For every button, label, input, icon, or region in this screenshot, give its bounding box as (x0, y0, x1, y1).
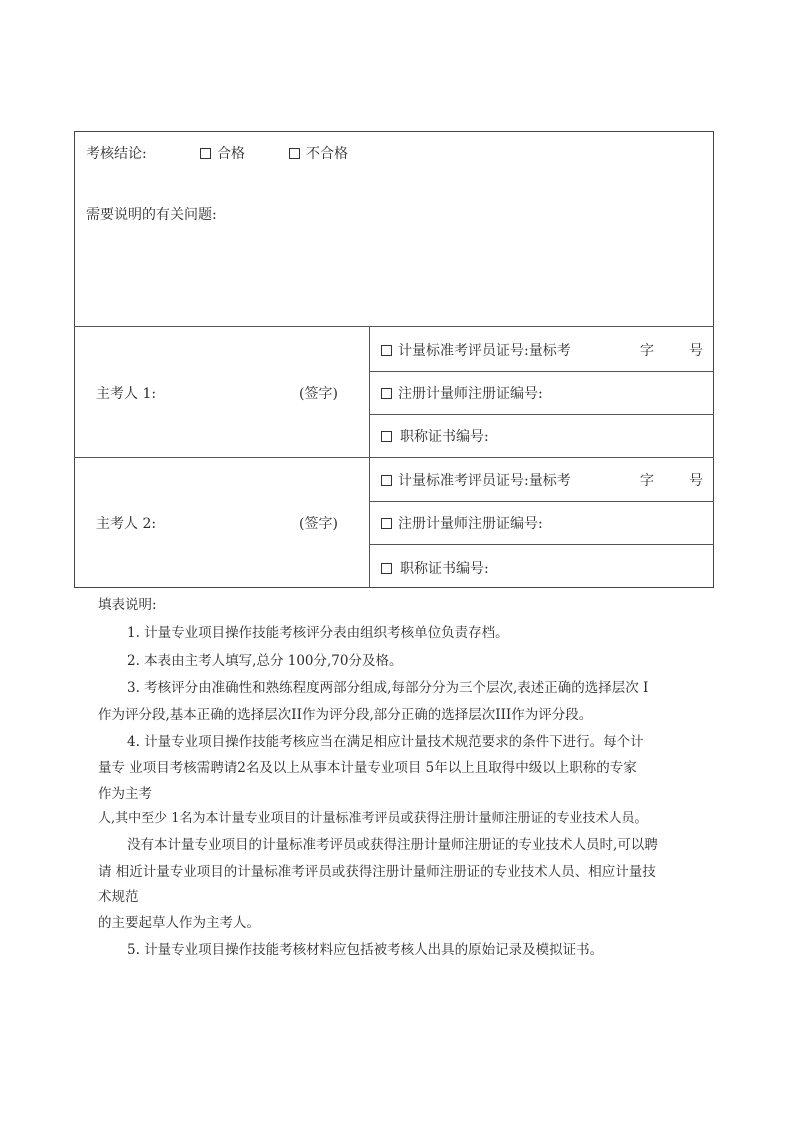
checkbox-icon (381, 518, 392, 529)
note-line: 5. 计量专业项目操作技能考核材料应包括被考核人出具的原始记录及模拟证书。 (127, 942, 604, 958)
field-value: 量标考 (528, 473, 571, 489)
field-label: 计量标准考评员证号: (398, 473, 529, 489)
note-line: 术规范 (98, 889, 139, 905)
table-divider (369, 501, 714, 502)
table-divider (369, 544, 714, 545)
checkbox-icon (381, 431, 392, 442)
examiner-1-title-cert[interactable] (381, 429, 489, 445)
note-line: 4. 计量专业项目操作技能考核应当在满足相应计量技术规范要求的条件下进行。每个计 (127, 734, 644, 750)
field-label: 职称证书编号: (400, 561, 489, 577)
field-label: 注册计量师注册证编号: (398, 516, 543, 532)
note-line: 作为评分段,基本正确的选择层次II作为评分段,部分正确的选择层次III作为评分段。 (98, 707, 593, 723)
checkbox-icon (289, 148, 300, 159)
field-suffix: 字 (640, 343, 654, 359)
note-line: 2. 本表由主考人填写,总分 100分,70分及格。 (127, 653, 403, 669)
fail-checkbox[interactable] (289, 146, 348, 162)
issues-label: 需要说明的有关问题: (86, 207, 217, 223)
table-divider (369, 326, 370, 588)
conclusion-label: 考核结论: (86, 146, 147, 162)
field-suffix: 号 (689, 343, 703, 359)
field-label: 计量标准考评员证号: (398, 343, 529, 359)
field-suffix: 字 (640, 473, 654, 489)
note-line: 的主要起草人作为主考人。 (98, 915, 260, 931)
examiner-2-assessor-cert[interactable] (381, 473, 571, 489)
note-line: 1. 计量专业项目操作技能考核评分表由组织考核单位负责存档。 (127, 625, 509, 641)
field-suffix: 号 (689, 473, 703, 489)
examiner-2-label: 主考人 2: (96, 516, 157, 532)
pass-option-label: 合格 (217, 146, 245, 162)
examiner-2-registration-cert[interactable] (381, 516, 543, 532)
field-label: 职称证书编号: (400, 429, 489, 445)
examiner-1-assessor-cert[interactable] (381, 343, 571, 359)
checkbox-icon (381, 345, 392, 356)
table-divider (369, 371, 714, 372)
table-divider (74, 326, 714, 327)
examiner-2-title-cert[interactable] (381, 561, 489, 577)
examiner-1-registration-cert[interactable] (381, 386, 543, 402)
notes-title: 填表说明: (98, 597, 157, 613)
note-line: 请 相近计量专业项目的计量标准考评员或获得注册计量师注册证的专业技术人员、相应计量技 (98, 864, 656, 880)
table-divider (74, 457, 714, 458)
note-line: 作为主考 (98, 786, 152, 802)
examiner-1-signature[interactable]: (签字) (299, 386, 338, 402)
checkbox-icon (381, 563, 392, 574)
note-line: 3. 考核评分由准确性和熟练程度两部分组成,每部分分为三个层次,表述正确的选择层次 I (127, 680, 649, 696)
examiner-2-signature[interactable]: (签字) (299, 516, 338, 532)
checkbox-icon (200, 148, 211, 159)
note-line: 量专 业项目考核需聘请2名及以上从事本计量专业项目 5年以上且取得中级以上职称的专家 (98, 760, 637, 776)
pass-checkbox[interactable] (200, 146, 245, 162)
fail-option-label: 不合格 (306, 146, 348, 162)
table-divider (369, 414, 714, 415)
checkbox-icon (381, 388, 392, 399)
checkbox-icon (381, 475, 392, 486)
note-line: 没有本计量专业项目的计量标准考评员或获得注册计量师注册证的专业技术人员时,可以聘 (127, 837, 658, 853)
examiner-1-label: 主考人 1: (96, 386, 157, 402)
field-label: 注册计量师注册证编号: (398, 386, 543, 402)
note-line: 人,其中至少 1名为本计量专业项目的计量标准考评员或获得注册计量师注册证的专业技术人员。 (98, 811, 648, 826)
field-value: 量标考 (528, 343, 571, 359)
